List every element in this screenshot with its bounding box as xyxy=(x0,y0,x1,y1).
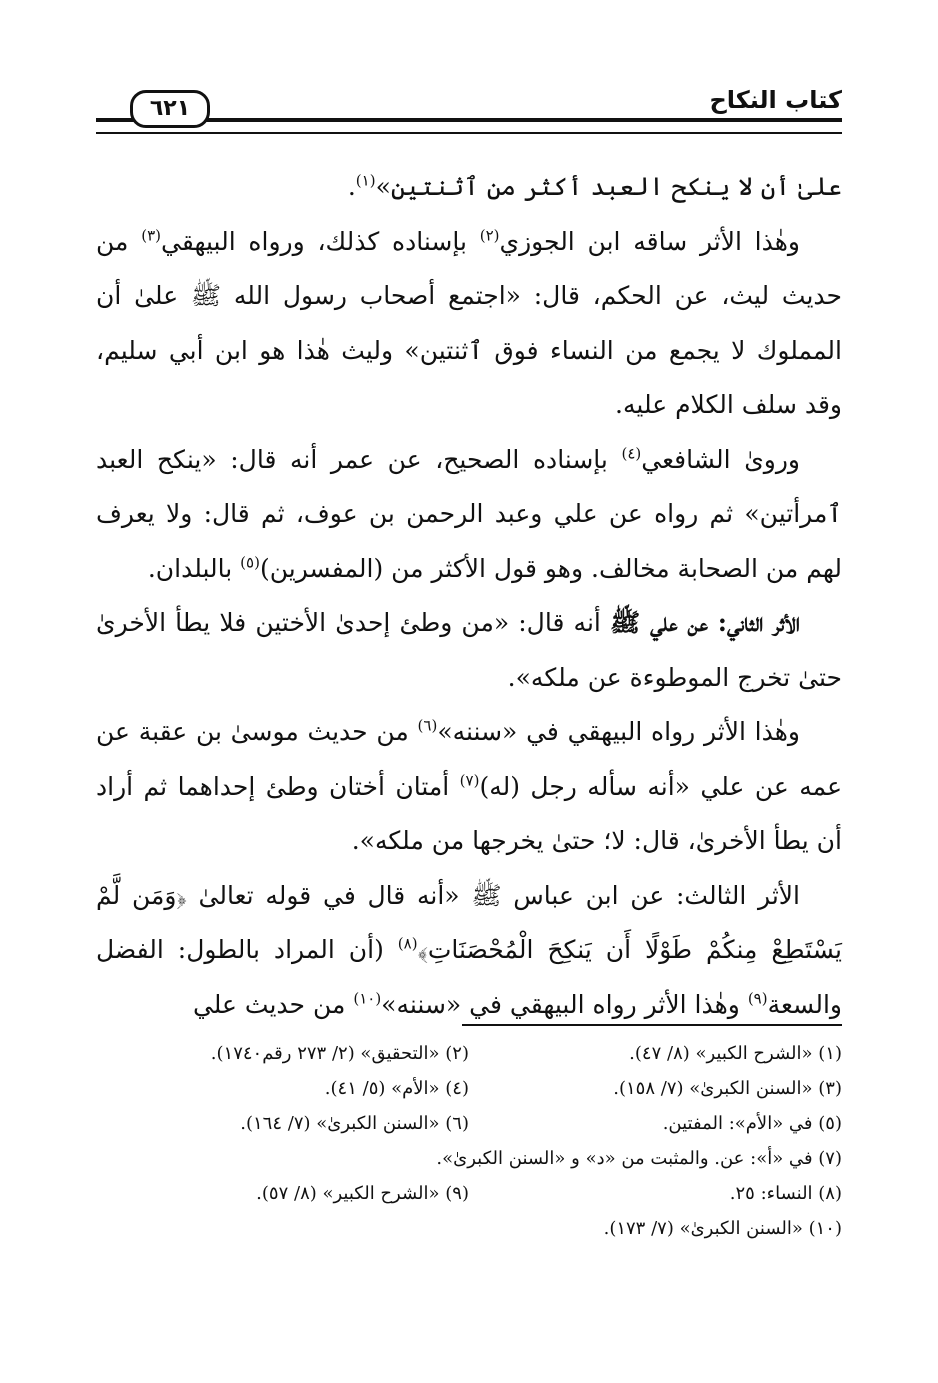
footnote-row xyxy=(96,1141,842,1176)
footnote-8: (٨) النساء: ٢٥. xyxy=(729,1183,842,1204)
footnote-7: (٧) في «أ»: عن. والمثبت من «د» و «السنن الكبرىٰ». xyxy=(436,1148,842,1169)
footnote-ref-1: (١) xyxy=(355,171,376,190)
footnote-row xyxy=(96,1176,842,1211)
header-rule xyxy=(96,118,842,134)
footnote-ref-9: (٩) xyxy=(747,989,768,1008)
footnote-row xyxy=(96,1106,842,1141)
running-title: كتاب النكاح xyxy=(709,86,842,114)
paragraph-1: علىٰ أن لا ينكح العبد أكثر من ٱثنتين»$^{(١)}$. xyxy=(347,171,842,201)
footnote-row xyxy=(96,1211,842,1246)
page-number: ٦٢١ xyxy=(130,90,210,128)
footnote-10: (١٠) «السنن الكبرىٰ» (٧/ ١٧٣). xyxy=(603,1218,842,1239)
footnote-2: (٢) «التحقيق» (٢/ ٢٧٣ رقم١٧٤٠). xyxy=(210,1043,469,1064)
footnote-row xyxy=(96,1036,842,1071)
paragraph-6: الأثر الثالث: عن ابن عباس ﷺ «أنه قال في قوله تعالىٰ ﴿وَمَن لَّمْ يَسْتَطِعْ مِنكُمْ طَوْلًا أَن يَنكِحَ الْمُحْصَنَاتِ﴾$^{(٨)}$ (أن المراد بالطول: الفضل والسعة$^{(٩)}$ وهٰذا الأثر رواه البيهقي في «سننه»$^{(١٠)}$ من حديث علي xyxy=(96,880,842,1019)
footnote-ref-4: (٤) xyxy=(621,444,642,463)
page-header xyxy=(96,80,842,132)
footnote-ref-5: (٥) xyxy=(240,553,260,572)
footnote-6: (٦) «السنن الكبرىٰ» (٧/ ١٦٤). xyxy=(240,1113,469,1134)
footnote-separator xyxy=(462,1024,842,1026)
footnote-ref-2: (٢) xyxy=(479,226,500,245)
footnote-ref-3: (٣) xyxy=(141,226,161,245)
paragraph-5: وهٰذا الأثر رواه البيهقي في «سننه»$^{(٦)}$ من حديث موسىٰ بن عقبة عن عمه عن علي «أنه سأله رجل (له)$^{(٧)}$ أمتان أختان وطئ إحداهما ثم أراد أن يطأ الأخرىٰ، قال: لا؛ حتىٰ يخرجها من ملكه». xyxy=(96,716,843,855)
footnote-ref-7: (٧) xyxy=(459,771,480,790)
paragraph-3: وروىٰ الشافعي$^{(٤)}$ بإسناده الصحيح، عن عمر أنه قال: «ينكح العبد ٱمرأتين» ثم رواه عن علي وعبد الرحمن بن عوف، ثم قال: ولا يعرف لهم من الصحابة مخالف. وهو قول الأكثر من (المفسرين)$^{(٥)}$ بالبلدان. xyxy=(96,444,842,583)
footnote-5: (٥) في «الأم»: المفتين. xyxy=(662,1113,842,1134)
footnote-ref-10: (١٠) xyxy=(353,989,382,1008)
footnote-ref-6: (٦) xyxy=(417,716,438,735)
footnote-3: (٣) «السنن الكبرىٰ» (٧/ ١٥٨). xyxy=(613,1078,842,1099)
footnote-9: (٩) «الشرح الكبير» (٨/ ٥٧). xyxy=(256,1183,469,1204)
footnotes xyxy=(96,1036,842,1246)
footnote-row xyxy=(96,1071,842,1106)
section-heading-2: الأثر الثاني: عن علي ﷺ xyxy=(609,608,800,637)
footnote-ref-8: (٨) xyxy=(397,934,418,953)
body-text xyxy=(96,160,842,1032)
footnote-1: (١) «الشرح الكبير» (٨/ ٤٧). xyxy=(629,1043,842,1064)
footnote-4: (٤) «الأم» (٥/ ٤١). xyxy=(324,1078,469,1099)
paragraph-4: الأثر الثاني: عن علي ﷺ أنه قال: «من وطئ إحدىٰ الأختين فلا يطأ الأخرىٰ حتىٰ تخرج الموطوءة عن ملكه». xyxy=(96,608,842,692)
paragraph-2: وهٰذا الأثر ساقه ابن الجوزي$^{(٢)}$ بإسناده كذلك، ورواه البيهقي$^{(٣)}$ من حديث ليث، عن الحكم، قال: «اجتمع أصحاب رسول الله ﷺ علىٰ أن المملوك لا يجمع من النساء فوق ٱثنتين» وليث هٰذا هو ابن أبي سليم، وقد سلف الكلام عليه. xyxy=(96,226,842,419)
